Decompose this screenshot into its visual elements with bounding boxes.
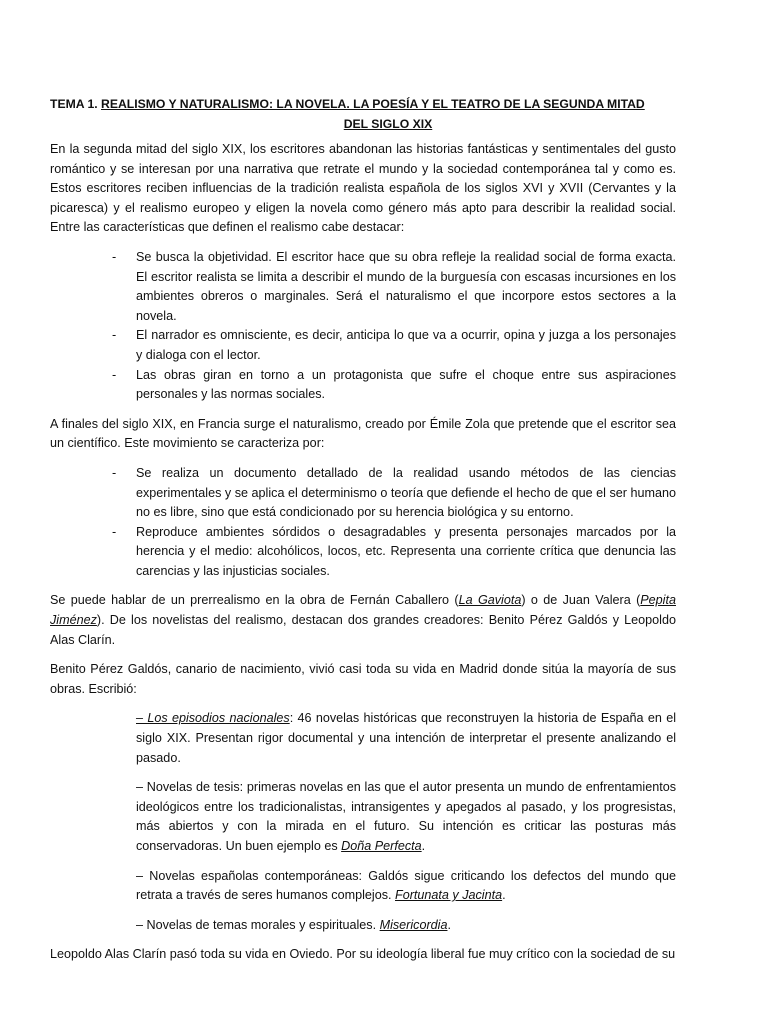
title-line-2: DEL SIGLO XIX [343, 116, 433, 131]
prerealism-text-2: ) o de Juan Valera ( [521, 593, 641, 608]
title-underlined: REALISMO Y NATURALISMO: LA NOVELA. LA POESÍA Y EL TEATRO DE LA SEGUNDA MITAD [101, 97, 645, 111]
list-item-text: Las obras giran en torno a un protagonista que sufre el choque entre sus aspiraciones personales y las normas sociales. [136, 367, 676, 402]
prerealism-paragraph [50, 591, 676, 650]
title-line-1 [50, 95, 676, 115]
work-description: – Novelas de tesis: primeras novelas en las que el autor presenta un mundo de enfrentamientos ideológicos entre los tradicionalistas, intransigentes y apegados al pasado, y los progresistas, más abiertos y con la mirada en el futuro. Su intención es criticar las posturas más conservadoras. Un buen ejemplo es [136, 780, 676, 853]
clarin-paragraph: Leopoldo Alas Clarín pasó toda su vida en Oviedo. Por su ideología liberal fue muy crítico con la sociedad de su [50, 947, 676, 962]
list-item [50, 326, 676, 365]
galdos-work-tesis [50, 778, 676, 856]
work-title-misericordia: Misericordia [379, 917, 448, 932]
work-description: – Novelas de temas morales y espirituales. [136, 917, 380, 932]
work-title-episodios: – Los episodios nacionales [136, 711, 290, 726]
naturalism-paragraph: A finales del siglo XIX, en Francia surge el naturalismo, creado por Émile Zola que pretende que el escritor sea un científico. Este movimiento se caracteriza por: [50, 416, 676, 451]
work-title-pepita-jimenez: Pepita Jiménez [50, 593, 676, 628]
naturalism-list [50, 464, 676, 582]
list-item-text: Reproduce ambientes sórdidos o desagradables y presenta personajes marcados por la herencia y el medio: alcohólicos, locos, etc. Representa una corriente crítica que denuncia las carencias y las injusticias sociales. [136, 524, 676, 578]
galdos-work-episodios [50, 709, 676, 768]
work-title-dona-perfecta: Doña Perfecta [341, 839, 422, 853]
galdos-paragraph: Benito Pérez Galdós, canario de nacimiento, vivió casi toda su vida en Madrid donde sitúa la mayoría de sus obras. Escribió: [50, 662, 676, 696]
work-title-fortunata-y-jacinta: Fortunata y Jacinta [395, 888, 503, 903]
period: . [502, 888, 506, 903]
intro-paragraph: En la segunda mitad del siglo XIX, los escritores abandonan las historias fantásticas y sentimentales del gusto romántico y se interesan por una narrativa que retrate el mundo y la sociedad contemporánea tal y como es. Estos escritores reciben influencias de la tradición realista española de los siglos XVI y XVII (Cervantes y la picaresca) y el realismo europeo y eligen la novela como género más apto para describir la realidad social. Entre las características que definen el realismo cabe destacar: [50, 142, 676, 235]
period: . [447, 917, 451, 932]
dash-marker: - [112, 524, 117, 539]
work-description: : 46 novelas históricas que reconstruyen la historia de España en el siglo XIX. Presentan rigor documental y una intención de interpretar el presente analizando el pasado. [136, 711, 677, 765]
dash-marker: - [112, 367, 117, 382]
prerealism-text-3: ). De los novelistas del realismo, destacan dos grandes creadores: Benito Pérez Galdós y Leopoldo Alas Clarín. [50, 613, 676, 647]
galdos-work-contemporaneas [50, 867, 676, 906]
dash-marker: - [112, 465, 117, 480]
list-item-text: Se busca la objetividad. El escritor hace que su obra refleje la realidad social de forma exacta. El escritor realista se limita a describir el mundo de la burguesía con escasas incursiones en los ambientes obreros o marginales. Será el naturalismo el que incorpore estos sectores a la novela. [136, 249, 676, 323]
dash-marker: - [112, 249, 117, 264]
list-item-text: Se realiza un documento detallado de la realidad usando métodos de las ciencias experimentales y se aplica el determinismo o teoría que defiende el hecho de que el ser humano no es libre, sino que está condicionado por su herencia biológica y su entorno. [136, 465, 676, 520]
list-item [50, 248, 676, 326]
list-item [50, 464, 676, 523]
period: . [421, 839, 426, 853]
work-title-la-gaviota: La Gaviota [458, 593, 522, 608]
title-prefix: TEMA 1. [50, 97, 102, 111]
work-description: – Novelas españolas contemporáneas: Galdós sigue criticando los defectos del mundo que retrata a través de seres humanos complejos. [136, 868, 676, 903]
list-item [50, 366, 676, 405]
list-item [50, 523, 676, 582]
list-item-text: El narrador es omnisciente, es decir, anticipa lo que va a ocurrir, opina y juzga a los personajes y dialoga con el lector. [136, 328, 676, 362]
prerealism-text-1: Se puede hablar de un prerrealismo en la obra de Fernán Caballero ( [50, 593, 459, 608]
document-title [50, 95, 676, 134]
realism-list [50, 248, 676, 405]
dash-marker: - [112, 328, 117, 343]
galdos-work-morales [50, 916, 676, 936]
